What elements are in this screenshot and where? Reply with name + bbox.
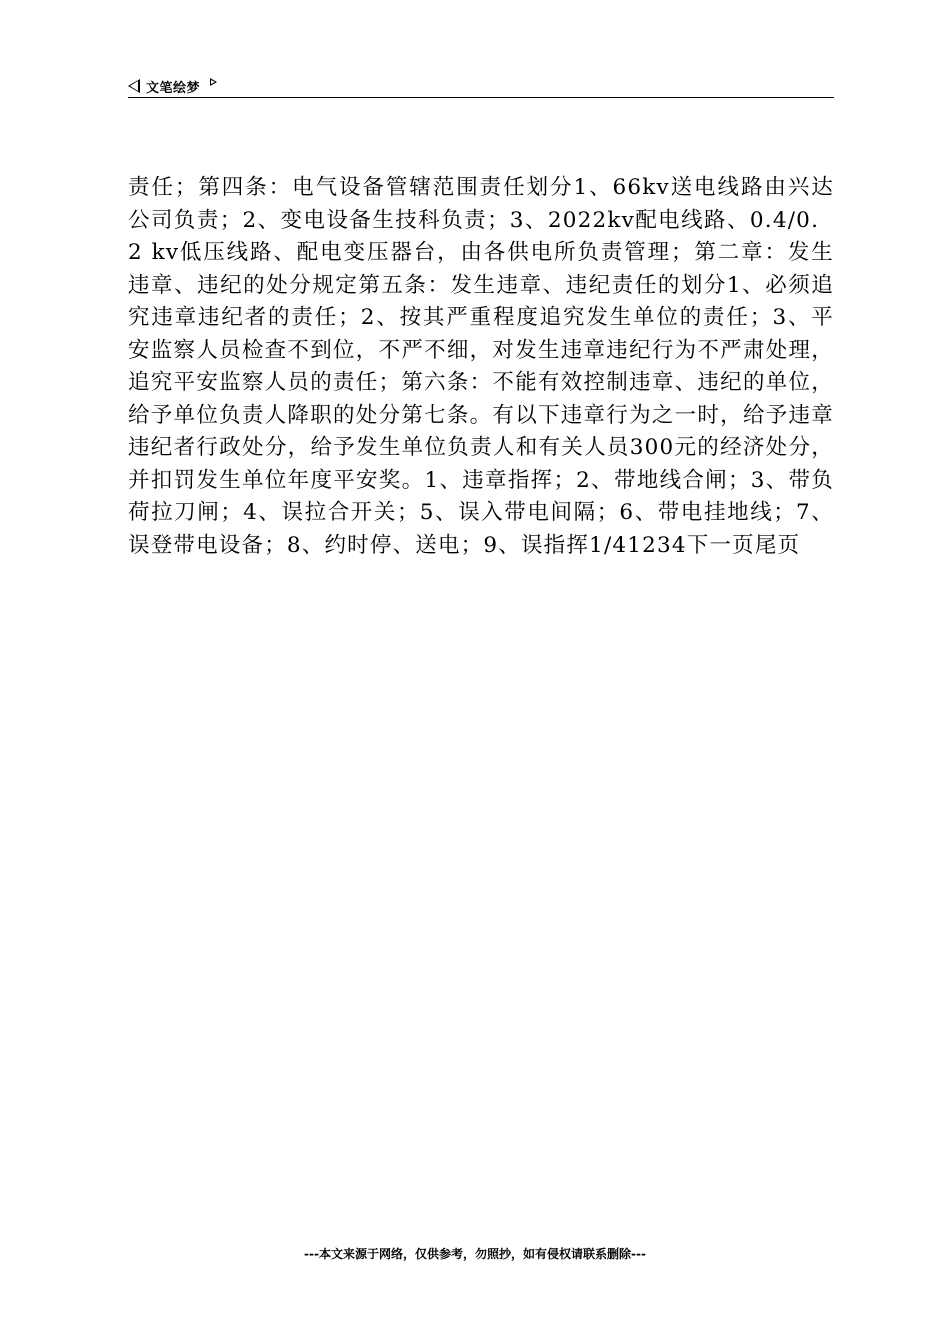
page-header [128, 76, 834, 98]
source-disclaimer: ---本文来源于网络，仅供参考，勿照抄，如有侵权请联系删除--- [304, 1247, 646, 1261]
right-triangle-icon [210, 78, 217, 86]
left-triangle-icon [128, 79, 140, 93]
header-divider [128, 97, 834, 98]
brand-name: 文笔绘梦 [146, 80, 201, 96]
document-body: 责任；第四条：电气设备管辖范围责任划分1、66kv送电线路由兴达公司负责；2、变电设备生技科负责；3、2022kv配电线路、0.4/0．2 kv低压线路、配电变压器台，由各供电所负责管理；第二章：发生违章、违纪的处分规定第五条：发生违章、违纪责任的划分1、必须追究违章违纪者的责任；2、按其严重程度追究发生单位的责任；3、平安监察人员检查不到位，不严不细，对发生违章违纪行为不严肃处理，追究平安监察人员的责任；第六条：不能有效控制违章、违纪的单位，给予单位负责人降职的处分第七条。有以下违章行为之一时，给予违章违纪者行政处分，给予发生单位负责人和有关人员300元的经济处分，并扣罚发生单位年度平安奖。1、违章指挥；2、带地线合闸；3、带负荷拉刀闸；4、误拉合开关；5、误入带电间隔；6、带电挂地线；7、误登带电设备；8、约时停、送电；9、误指挥1/41234下一页尾页 [128, 175, 834, 558]
brand [128, 76, 217, 96]
